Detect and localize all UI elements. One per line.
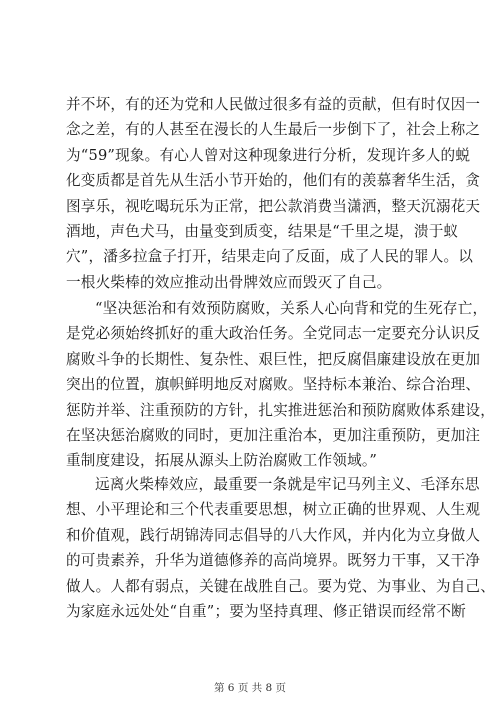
text-line: 并不坏，有的还为党和人民做过很多有益的贡献，但有时仅因一 xyxy=(66,96,481,113)
text-line: 化变质都是首先从生活小节开始的，他们有的羡慕奢华生活，贪 xyxy=(66,172,481,190)
text-line: 的可贵素养，升华为道德修养的高尚境界。既努力干事，又干净 xyxy=(66,552,481,570)
text-line: 穴”，潘多拉盒子打开，结果走向了反面，成了人民的罪人。以 xyxy=(66,248,474,266)
text-line: 念之差，有的人甚至在漫长的人生最后一步倒下了，社会上称之 xyxy=(66,121,481,139)
text-line: 酒地，声色犬马，由量变到质变，结果是“千里之堤，溃于蚁 xyxy=(66,222,459,240)
text-line: 惩防并举、注重预防的方针，扎实推进惩治和预防腐败体系建设， xyxy=(66,401,496,419)
paragraph-conclusion xyxy=(66,472,496,624)
text-line: 图享乐，视吃喝玩乐为正常，把公款消费当潇洒，整天沉溺花天 xyxy=(66,197,481,215)
text-line: 做人。人都有弱点，关键在战胜自己。要为党、为事业、为自己、 xyxy=(66,577,496,595)
text-line: “坚决惩治和有效预防腐败，关系人心向背和党的生死存亡， xyxy=(95,300,488,317)
paragraph-quote xyxy=(66,296,496,474)
text-line: 一根火柴棒的效应推动出骨牌效应而毁灭了自己。 xyxy=(66,273,392,291)
text-line: 腐败斗争的长期性、复杂性、艰巨性，把反腐倡廉建设放在更加 xyxy=(66,350,481,368)
text-line: 和价值观，践行胡锦涛同志倡导的八大作风，并内化为立身做人 xyxy=(66,526,481,544)
text-line: 为家庭永远处处“自重”；要为坚持真理、修正错误而经常不断 xyxy=(66,602,466,620)
text-line: 重制度建设，拓展从源头上防治腐败工作领域。” xyxy=(66,452,378,470)
text-line: 是党必须始终抓好的重大政治任务。全党同志一定要充分认识反 xyxy=(66,325,481,343)
text-line: 为“59”现象。有心人曾对这种现象进行分析，发现许多人的蜕 xyxy=(66,146,471,164)
text-line: 远离火柴棒效应，最重要一条就是牢记马列主义、毛泽东思 xyxy=(95,476,480,493)
page-number-footer: 第 6 页 共 8 页 xyxy=(213,682,287,694)
text-line: 在坚决惩治腐败的同时，更加注重治本，更加注重预防，更加注 xyxy=(66,426,481,444)
text-line: 想、小平理论和三个代表重要思想，树立正确的世界观、人生观 xyxy=(66,501,481,519)
text-line: 突出的位置，旗帜鲜明地反对腐败。坚持标本兼治、综合治理、 xyxy=(66,376,481,394)
paragraph-continuation xyxy=(66,92,481,295)
